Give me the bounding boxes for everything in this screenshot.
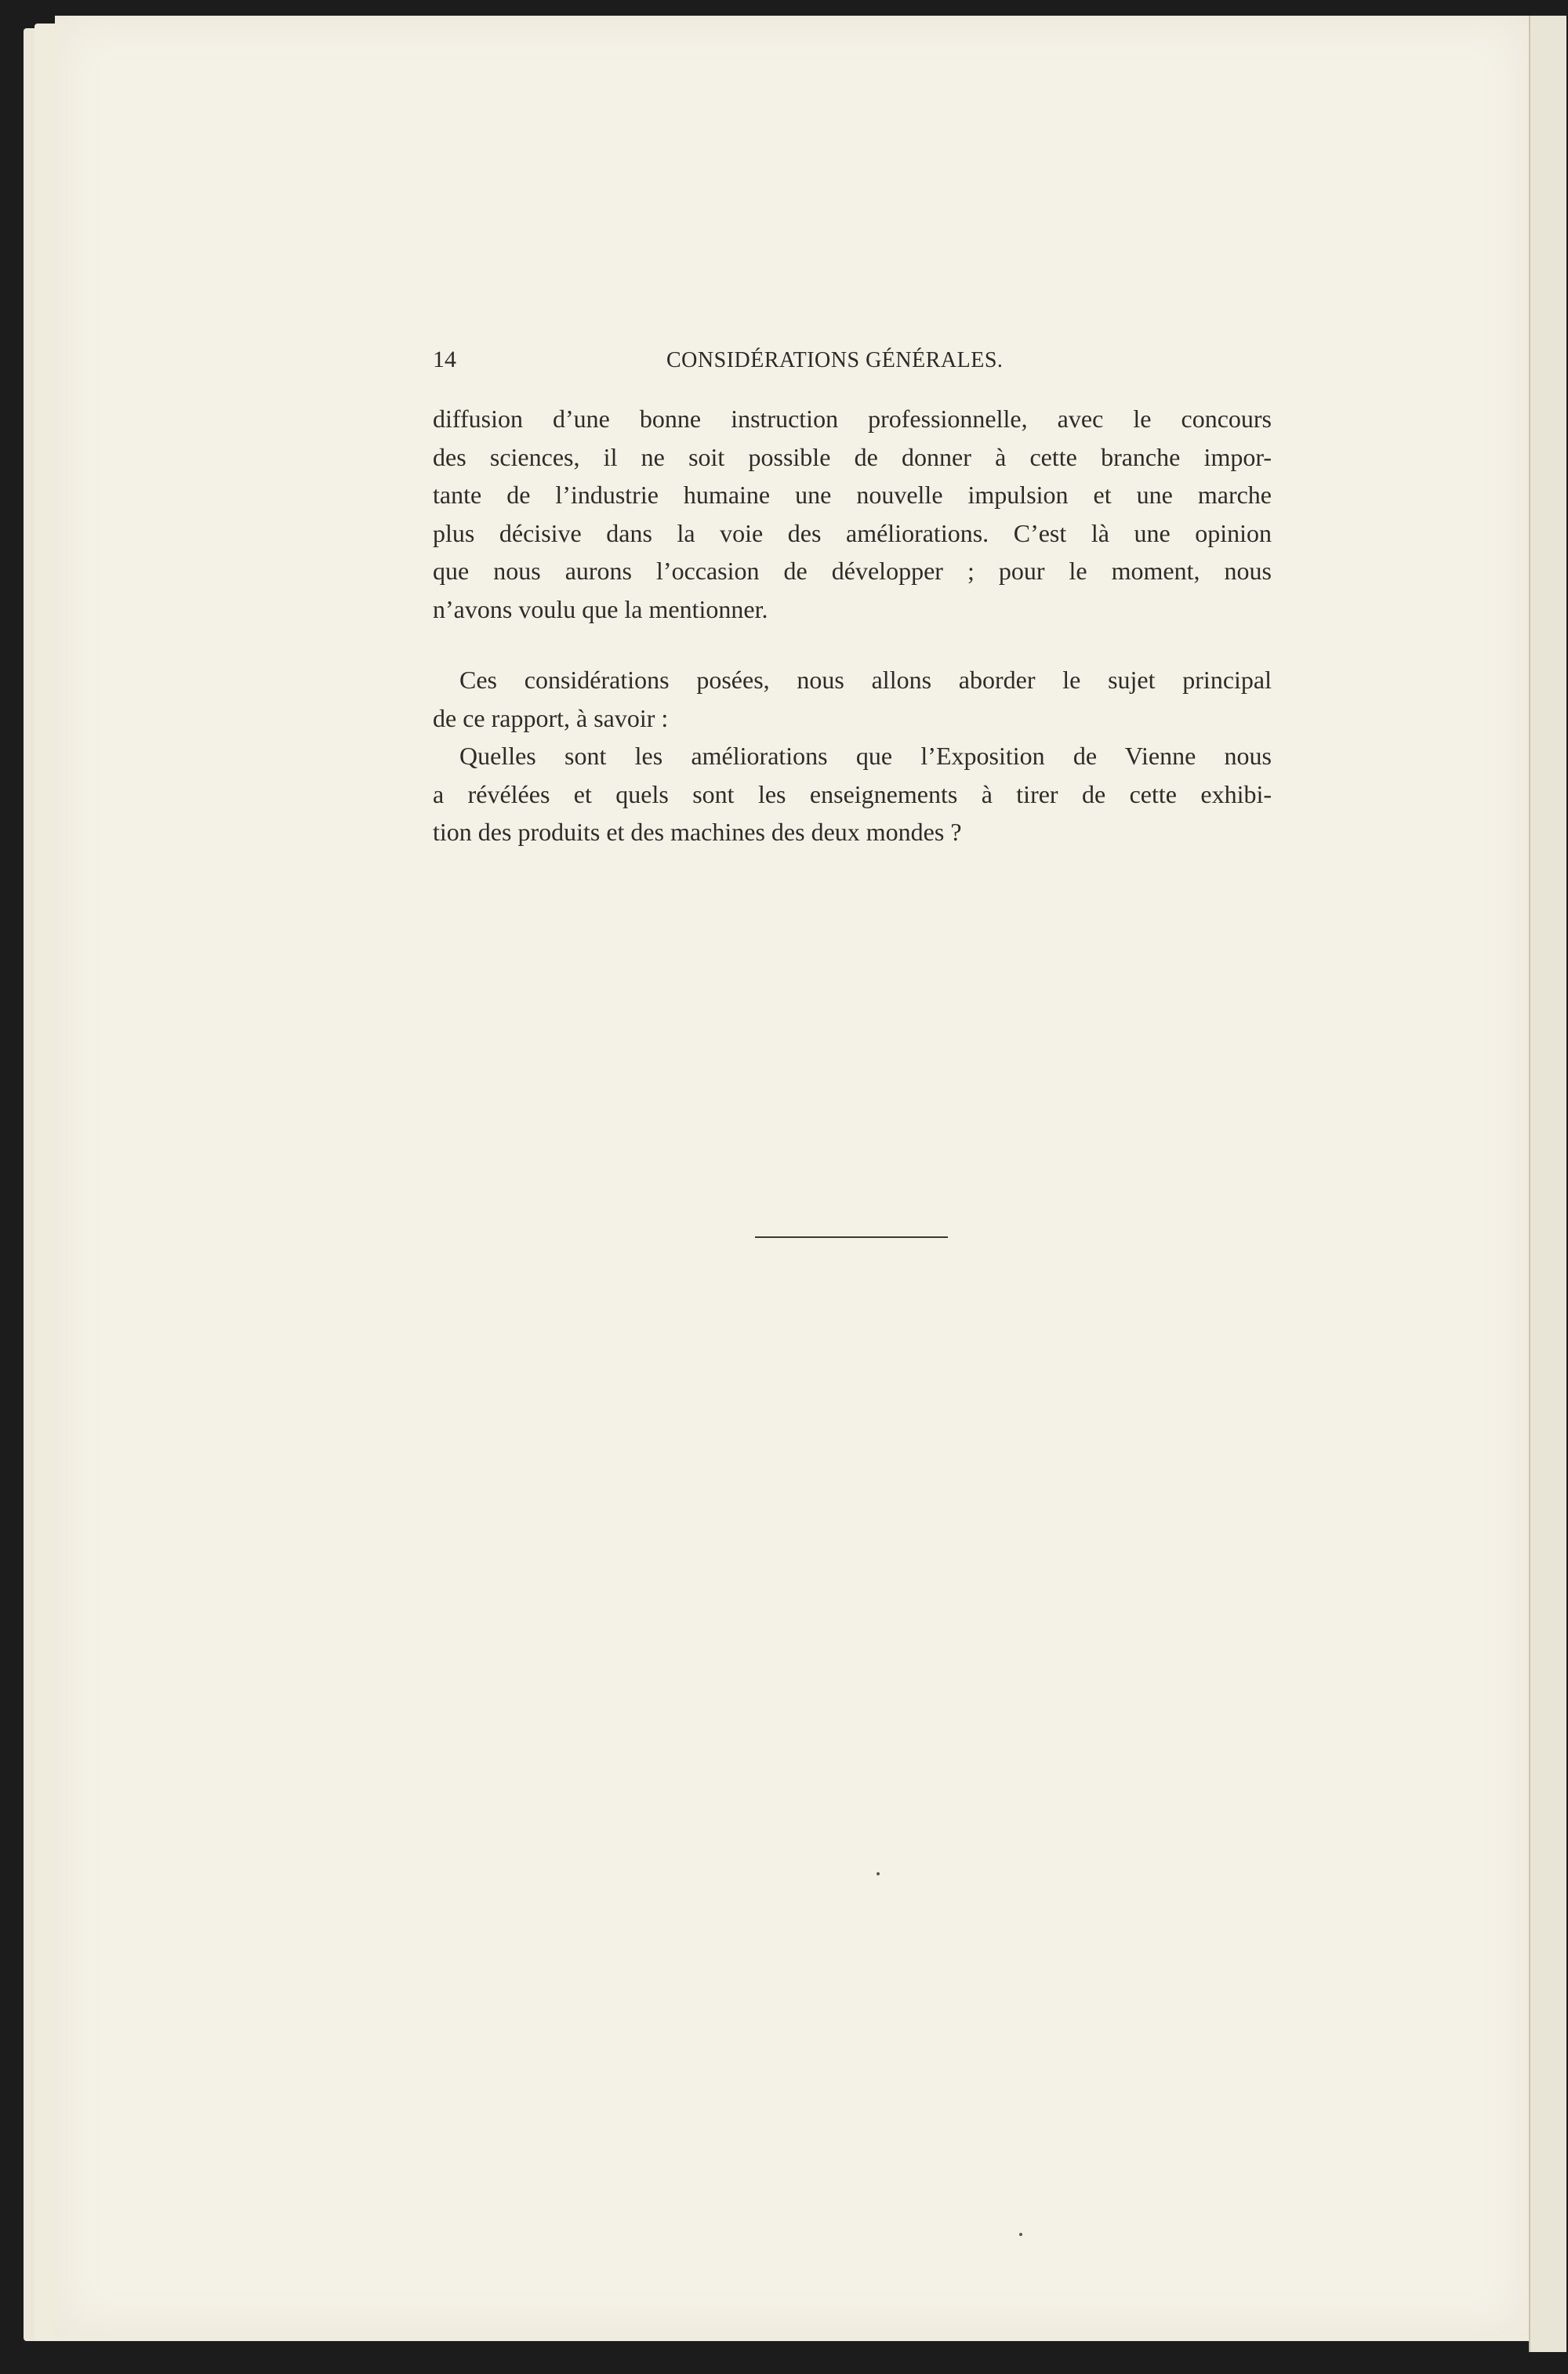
paragraph-3	[433, 737, 1272, 851]
running-head	[433, 347, 1272, 378]
paragraph-1	[433, 400, 1272, 628]
paragraph-2	[433, 661, 1272, 737]
text-line: diffusion d’une bonne instruction professionnelle, avec le concours	[433, 405, 1272, 433]
body-text	[433, 400, 1272, 851]
text-line: n’avons voulu que la mentionner.	[433, 594, 768, 623]
text-line: tante de l’industrie humaine une nouvelle impulsion et une marche	[433, 481, 1272, 509]
text-line: tion des produits et des machines des deux mondes ?	[433, 818, 962, 846]
paper-speck	[1019, 2233, 1022, 2236]
text-line: a révélées et quels sont les enseignements à tirer de cette exhibi-	[433, 779, 1272, 808]
running-title: CONSIDÉRATIONS GÉNÉRALES.	[666, 348, 1004, 372]
paragraph-spacing	[433, 628, 1272, 661]
text-line: de ce rapport, à savoir :	[433, 703, 669, 732]
text-line: Ces considérations posées, nous allons aborder le sujet principal	[459, 666, 1272, 694]
text-line: des sciences, il ne soit possible de donner à cette branche impor-	[433, 442, 1272, 471]
text-line: que nous aurons l’occasion de développer ; pour le moment, nous	[433, 557, 1272, 585]
text-line: plus décisive dans la voie des améliorations. C’est là une opinion	[433, 518, 1272, 547]
text-line: Quelles sont les améliorations que l’Exposition de Vienne nous	[459, 742, 1272, 770]
paper-speck	[877, 1872, 880, 1875]
section-rule	[755, 1236, 948, 1238]
facing-page-edge	[1529, 16, 1566, 2352]
page-number: 14	[433, 347, 456, 372]
